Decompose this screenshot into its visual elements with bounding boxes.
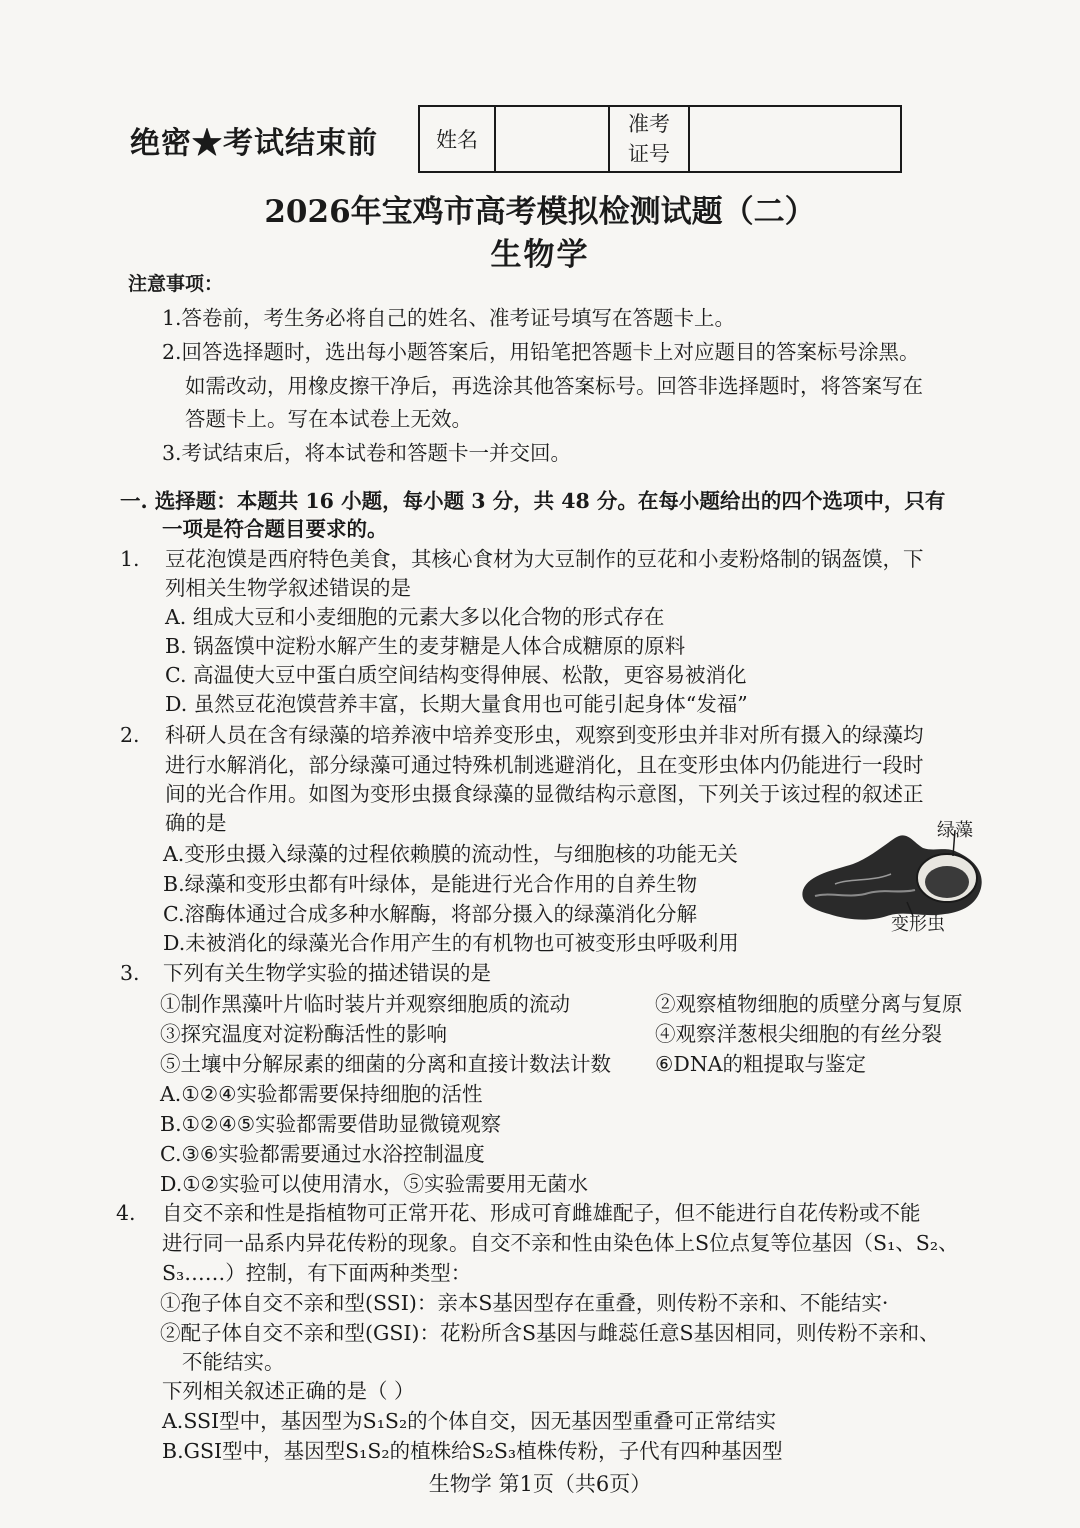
- experiment-item: ⑥DNA的粗提取与鉴定: [655, 1052, 867, 1076]
- question-stem: S₃……）控制，有下面两种类型：: [162, 1261, 472, 1285]
- question-stem: 进行水解消化，部分绿藻可通过特殊机制逃避消化，且在变形虫体内仍能进行一段时: [165, 753, 924, 777]
- type-description: 不能结实。: [182, 1350, 285, 1374]
- question-stem: 进行同一品系内异花传粉的现象。自交不亲和性由染色体上S位点复等位基因（S₁、S₂、: [162, 1231, 959, 1255]
- option-d[interactable]: D.未被消化的绿藻光合作用产生的有机物也可被变形虫呼吸利用: [163, 931, 739, 955]
- option-d[interactable]: D. 虽然豆花泡馍营养丰富，长期大量食用也可能引起身体“发福”: [165, 692, 748, 716]
- option-d[interactable]: D.①②实验可以使用清水，⑤实验需要用无菌水: [160, 1172, 588, 1196]
- confidential-mark: 绝密★考试结束前: [130, 126, 378, 161]
- experiment-item: ④观察洋葱根尖细胞的有丝分裂: [655, 1022, 942, 1046]
- exam-id-label-line2: 证号: [628, 142, 670, 166]
- experiment-item: ②观察植物细胞的质壁分离与复原: [655, 992, 963, 1016]
- option-b[interactable]: B.①②④⑤实验都需要借助显微镜观察: [160, 1112, 502, 1136]
- figure-label-amoeba: 变形虫: [891, 914, 945, 935]
- experiment-item: ⑤土壤中分解尿素的细菌的分离和直接计数法计数: [160, 1052, 611, 1076]
- page-footer: 生物学 第1页（共6页）: [428, 1472, 652, 1496]
- notice-line: 1.答卷前，考生务必将自己的姓名、准考证号填写在答题卡上。: [162, 306, 736, 330]
- question-stem: 自交不亲和性是指植物可正常开花、形成可育雌雄配子，但不能进行自花传粉或不能: [162, 1201, 921, 1225]
- option-c[interactable]: C.③⑥实验都需要通过水浴控制温度: [160, 1142, 485, 1166]
- experiment-item: ①制作黑藻叶片临时装片并观察细胞质的流动: [160, 992, 570, 1016]
- question-number: 4.: [116, 1201, 136, 1225]
- amoeba-figure: [795, 812, 995, 942]
- subject-title: 生物学: [490, 237, 590, 273]
- section-heading-cont: 一项是符合题目要求的。: [162, 517, 388, 541]
- section-heading: 一. 选择题：本题共 16 小题，每小题 3 分，共 48 分。在每小题给出的四个选项中，只有: [120, 489, 946, 513]
- option-b[interactable]: B.绿藻和变形虫都有叶绿体，是能进行光合作用的自养生物: [163, 872, 698, 896]
- question-stem: 确的是: [165, 811, 227, 835]
- option-c[interactable]: C. 高温使大豆中蛋白质空间结构变得伸展、松散，更容易被消化: [165, 663, 747, 687]
- option-a[interactable]: A.①②④实验都需要保持细胞的活性: [160, 1082, 483, 1106]
- question-stem: 豆花泡馍是西府特色美食，其核心食材为大豆制作的豆花和小麦粉烙制的锅盔馍，下: [165, 547, 924, 571]
- type-description: ①孢子体自交不亲和型(SSI)：亲本S基因型存在重叠，则传粉不亲和、不能结实·: [160, 1291, 889, 1315]
- candidate-info-box: [418, 105, 902, 173]
- figure-label-algae: 绿藻: [937, 820, 973, 841]
- option-b[interactable]: B.GSI型中，基因型S₁S₂的植株给S₂S₃植株传粉，子代有四种基因型: [162, 1439, 783, 1463]
- notice-line: 如需改动，用橡皮擦干净后，再选涂其他答案标号。回答非选择题时，将答案写在: [185, 374, 923, 398]
- experiment-item: ③探究温度对淀粉酶活性的影响: [160, 1022, 447, 1046]
- exam-id-field[interactable]: [689, 106, 901, 172]
- name-label: 姓名: [419, 106, 495, 172]
- question-stem: 列相关生物学叙述错误的是: [165, 576, 411, 600]
- option-b[interactable]: B. 锅盔馍中淀粉水解产生的麦芽糖是人体合成糖原的原料: [165, 634, 686, 658]
- notice-line: 答题卡上。写在本试卷上无效。: [185, 407, 472, 431]
- notice-line: 3.考试结束后，将本试卷和答题卡一并交回。: [162, 441, 572, 465]
- exam-id-label-line1: 准考: [628, 112, 670, 136]
- type-description: ②配子体自交不亲和型(GSI)：花粉所含S基因与雌蕊任意S基因相同，则传粉不亲和、: [160, 1321, 940, 1345]
- option-a[interactable]: A.SSI型中，基因型为S₁S₂的个体自交，因无基因型重叠可正常结实: [162, 1409, 777, 1433]
- name-field[interactable]: [495, 106, 609, 172]
- question-number: 1.: [120, 547, 140, 571]
- question-stem: 间的光合作用。如图为变形虫摄食绿藻的显微结构示意图，下列关于该过程的叙述正: [165, 782, 924, 806]
- option-c[interactable]: C.溶酶体通过合成多种水解酶，将部分摄入的绿藻消化分解: [163, 902, 697, 926]
- notice-heading: 注意事项：: [128, 273, 224, 295]
- question-number: 3.: [120, 961, 140, 985]
- notice-line: 2.回答选择题时，选出每小题答案后，用铅笔把答题卡上对应题目的答案标号涂黑。: [162, 340, 920, 364]
- exam-id-label: [609, 106, 689, 172]
- question-stem: 下列有关生物学实验的描述错误的是: [163, 961, 491, 985]
- exam-title: 2026年宝鸡市高考模拟检测试题（二）: [264, 194, 816, 230]
- question-prompt: 下列相关叙述正确的是（ ）: [162, 1379, 415, 1403]
- option-a[interactable]: A.变形虫摄入绿藻的过程依赖膜的流动性，与细胞核的功能无关: [163, 842, 738, 866]
- question-number: 2.: [120, 723, 140, 747]
- option-a[interactable]: A. 组成大豆和小麦细胞的元素大多以化合物的形式存在: [165, 605, 665, 629]
- algae-chloroplast: [925, 866, 969, 898]
- question-stem: 科研人员在含有绿藻的培养液中培养变形虫，观察到变形虫并非对所有摄入的绿藻均: [165, 723, 924, 747]
